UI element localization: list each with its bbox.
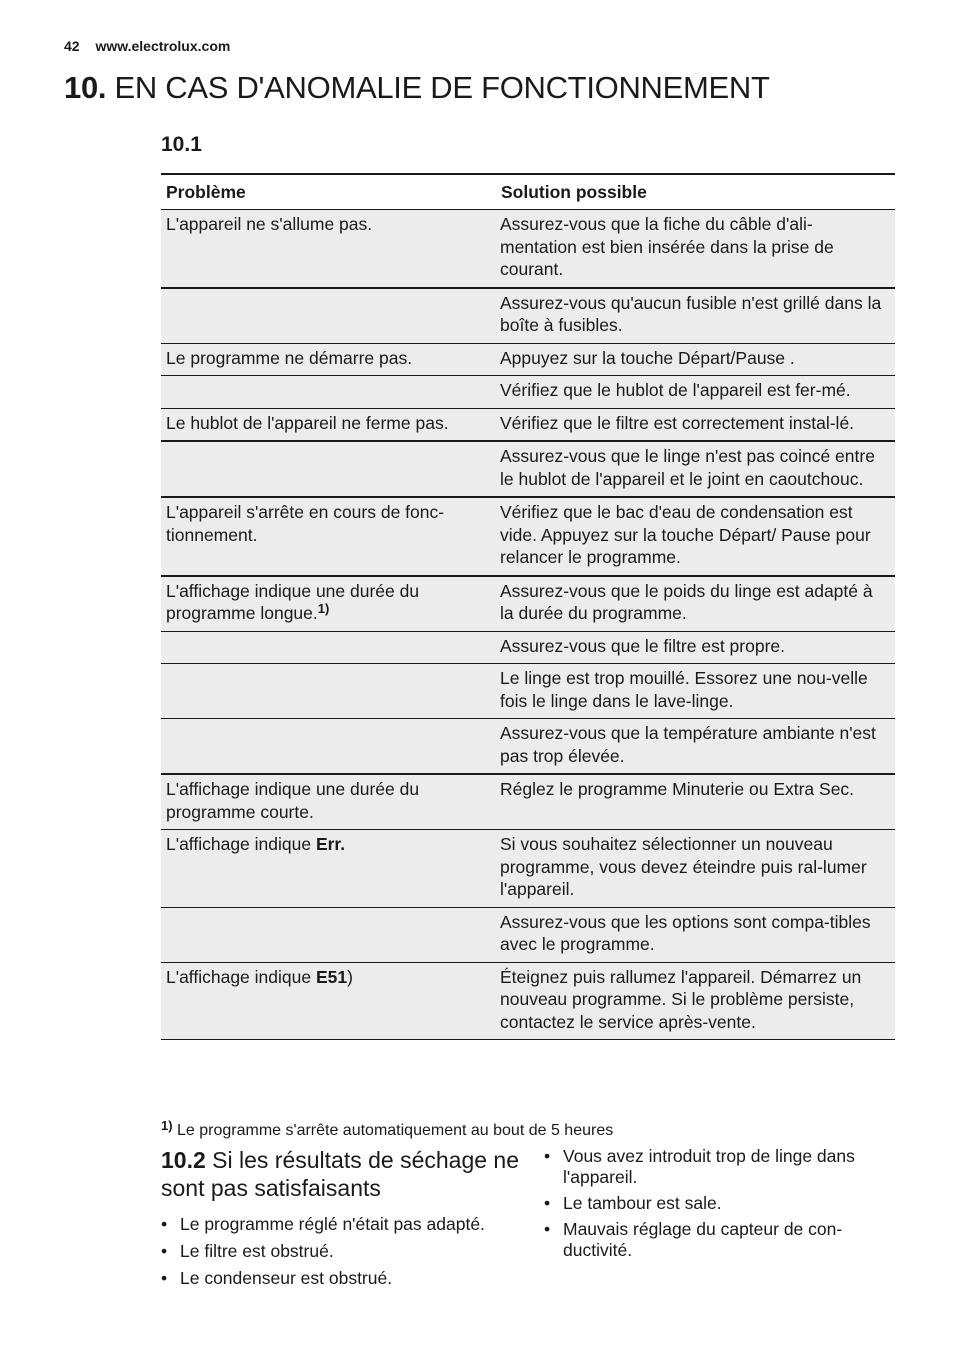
problem-text: L'affichage indique: [166, 966, 316, 987]
table-row: [161, 441, 895, 497]
problem-cell: [161, 441, 496, 497]
problem-cell: [161, 288, 496, 344]
problem-cell: [161, 576, 496, 632]
table-row: [161, 343, 895, 376]
problem-suffix: ): [347, 966, 353, 987]
solution-cell: Réglez le programme Minuterie ou Extra Sec.: [496, 774, 895, 830]
page-header: [64, 38, 230, 54]
solution-cell: Vérifiez que le hublot de l'appareil est fer-mé.: [496, 376, 895, 409]
list-item: • Mauvais réglage du capteur de con-ductivité.: [544, 1219, 874, 1261]
table-row: [161, 288, 895, 344]
solution-cell: Assurez-vous que les options sont compa-tibles avec le programme.: [496, 907, 895, 962]
solution-cell: Assurez-vous que la température ambiante n'est pas trop élevée.: [496, 719, 895, 775]
problem-cell: [161, 719, 496, 775]
chapter-number: 10.: [64, 70, 107, 105]
problem-cell: Le hublot de l'appareil ne ferme pas.: [161, 408, 496, 441]
solution-cell: Le linge est trop mouillé. Essorez une nou-velle fois le linge dans le lave-linge.: [496, 664, 895, 719]
solution-cell: Assurez-vous que le linge n'est pas coincé entre le hublot de l'appareil et le joint en caoutchouc.: [496, 441, 895, 497]
table-row: [161, 376, 895, 409]
error-code: Err.: [315, 834, 346, 854]
solution-cell: Assurez-vous que le filtre est propre.: [496, 631, 895, 664]
error-code: E51: [315, 966, 348, 987]
problem-text: L'affichage indique: [166, 834, 316, 854]
table-row: [161, 774, 895, 830]
table-row: [161, 962, 895, 1040]
problem-cell: Le programme ne démarre pas.: [161, 343, 496, 376]
table-row: [161, 576, 895, 632]
subsection-title: [161, 1146, 521, 1202]
solution-cell: Assurez-vous qu'aucun fusible n'est grillé dans la boîte à fusibles.: [496, 288, 895, 344]
solution-cell: Vérifiez que le bac d'eau de condensation est vide. Appuyez sur la touche Départ/ Pause pour relancer le programme.: [496, 497, 895, 576]
table-row: [161, 408, 895, 441]
table-row: [161, 830, 895, 908]
problem-cell: [161, 830, 496, 908]
subsection-number: 10.2: [161, 1147, 206, 1173]
chapter-title-text: EN CAS D'ANOMALIE DE FONCTIONNEMENT: [114, 70, 770, 105]
footnote-marker: 1): [161, 1118, 173, 1133]
problem-cell: L'appareil ne s'allume pas.: [161, 210, 496, 288]
problem-cell: [161, 376, 496, 409]
page-number: 42: [64, 38, 80, 54]
footnote-reference: 1): [317, 601, 330, 616]
subsection-title-text: Si les résultats de séchage ne sont pas satisfaisants: [161, 1147, 520, 1201]
problem-cell: L'appareil s'arrête en cours de fonc-tionnement.: [161, 497, 496, 576]
problem-cell: [161, 962, 496, 1040]
solution-cell: Si vous souhaitez sélectionner un nouveau programme, vous devez éteindre puis ral-lumer l'appareil.: [496, 830, 895, 908]
table-row: [161, 907, 895, 962]
solution-cell: Assurez-vous que le poids du linge est adapté à la durée du programme.: [496, 576, 895, 632]
table-row: [161, 631, 895, 664]
table-header-row: [161, 174, 895, 210]
website-url: www.electrolux.com: [95, 38, 231, 54]
solution-cell: Vérifiez que le filtre est correctement instal-lé.: [496, 408, 895, 441]
solution-cell: Appuyez sur la touche Départ/Pause .: [496, 343, 895, 376]
solution-cell: Éteignez puis rallumez l'appareil. Démarrez un nouveau programme. Si le problème persiste, contactez le service après-vente.: [496, 962, 895, 1040]
table-row: [161, 719, 895, 775]
troubleshooting-table: [161, 173, 895, 1040]
problem-cell: L'affichage indique une durée du programme courte.: [161, 774, 496, 830]
problem-cell: [161, 907, 496, 962]
causes-list-left: [161, 1214, 521, 1295]
table-row: [161, 497, 895, 576]
chapter-title: [64, 68, 770, 108]
solution-cell: Assurez-vous que la fiche du câble d'ali-mentation est bien insérée dans la prise de courant.: [496, 210, 895, 288]
problem-cell: [161, 631, 496, 664]
causes-list-right: [544, 1146, 874, 1266]
list-item: • Le condenseur est obstrué.: [161, 1268, 521, 1289]
list-item: • Le tambour est sale.: [544, 1193, 874, 1214]
table-row: [161, 210, 895, 288]
column-header-solution: Solution possible: [496, 174, 895, 210]
column-header-problem: Problème: [161, 174, 496, 210]
footnote-text: Le programme s'arrête automatiquement au bout de 5 heures: [177, 1122, 614, 1139]
section-title: 10.1: [161, 133, 202, 156]
list-item: • Le programme réglé n'était pas adapté.: [161, 1214, 521, 1235]
table-row: [161, 664, 895, 719]
list-item: • Le filtre est obstrué.: [161, 1241, 521, 1262]
list-item: • Vous avez introduit trop de linge dans l'appareil.: [544, 1146, 874, 1188]
table-footnote: [161, 1118, 613, 1140]
problem-cell: [161, 664, 496, 719]
problem-text: L'affichage indique une durée du programme longue.: [166, 580, 420, 623]
